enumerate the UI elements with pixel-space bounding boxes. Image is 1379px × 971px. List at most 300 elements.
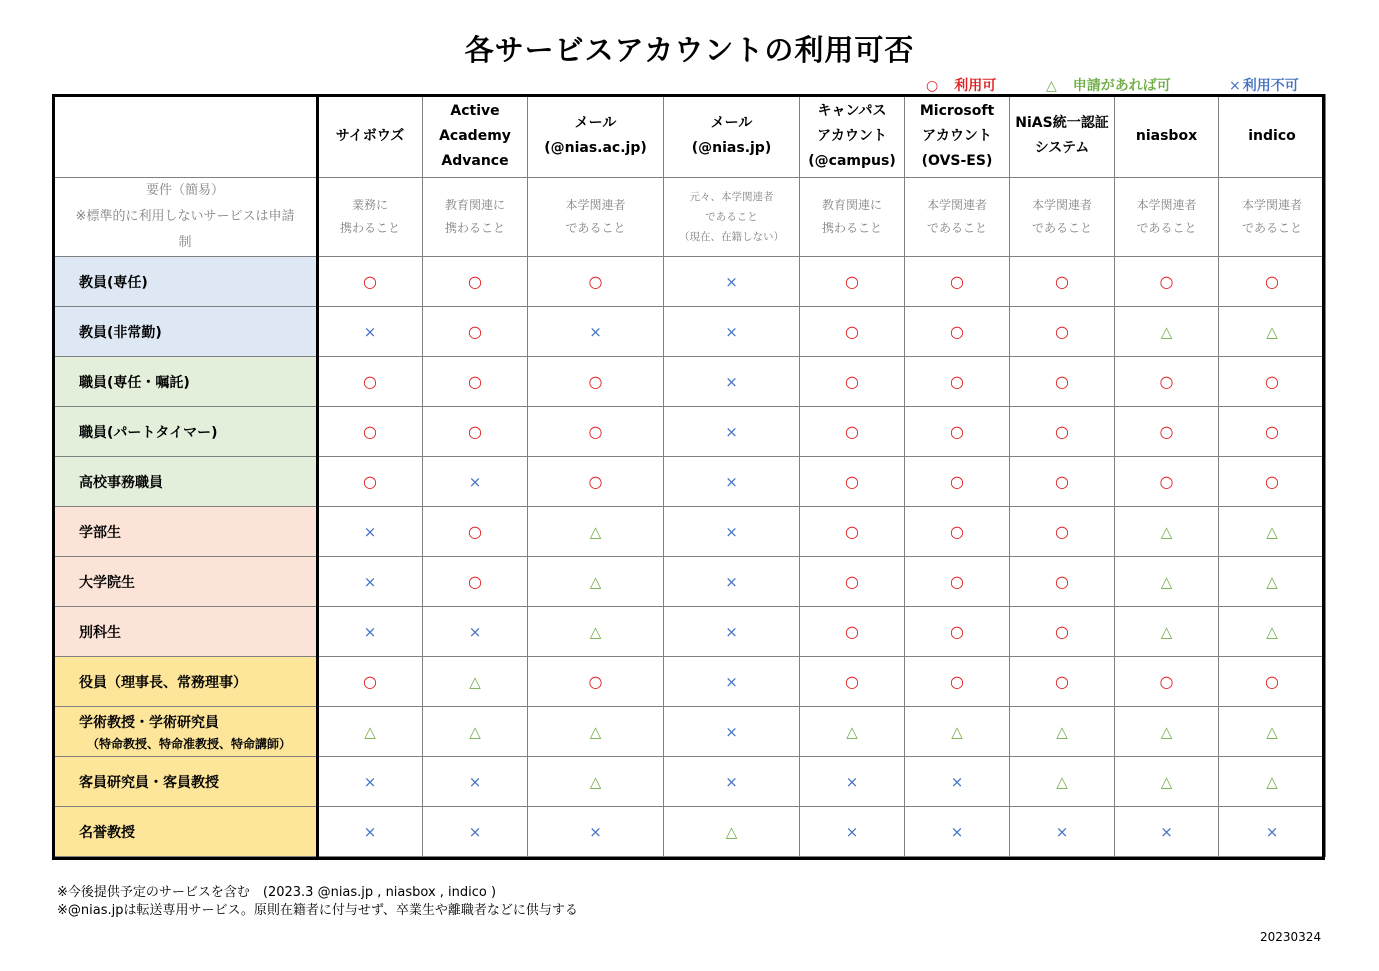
status-cell bbox=[528, 807, 664, 857]
row-label-text: 名誉教授 bbox=[79, 824, 135, 841]
cross-icon: × bbox=[589, 822, 602, 841]
text-line: システム bbox=[1034, 140, 1090, 156]
status-cell bbox=[1010, 507, 1115, 557]
cross-icon: × bbox=[589, 322, 602, 341]
status-cell bbox=[664, 407, 800, 457]
circle-icon: ○ bbox=[950, 622, 964, 641]
row-label bbox=[53, 657, 318, 707]
text-line: niasbox bbox=[1135, 127, 1198, 144]
circle-icon: ○ bbox=[1055, 372, 1069, 391]
status-cell bbox=[800, 807, 905, 857]
cross-icon: × bbox=[363, 322, 377, 341]
requirement-cell bbox=[1219, 178, 1326, 257]
circle-icon: ○ bbox=[845, 672, 859, 691]
status-cell bbox=[664, 257, 800, 307]
circle-icon: ○ bbox=[468, 372, 482, 391]
status-cell bbox=[905, 657, 1010, 707]
table-row bbox=[53, 707, 1326, 757]
status-cell bbox=[1219, 757, 1326, 807]
text-line: indico bbox=[1248, 127, 1296, 144]
requirement-cell bbox=[1115, 178, 1219, 257]
document-date: 20230324 bbox=[1260, 930, 1322, 944]
status-cell bbox=[423, 307, 528, 357]
circle-icon: ○ bbox=[845, 622, 859, 641]
status-cell bbox=[1010, 607, 1115, 657]
status-cell bbox=[528, 357, 664, 407]
circle-icon: ○ bbox=[926, 78, 939, 94]
status-cell bbox=[1010, 707, 1115, 757]
status-cell bbox=[528, 257, 664, 307]
circle-icon: ○ bbox=[363, 472, 377, 491]
legend-unavailable-label: 利用不可 bbox=[1242, 78, 1299, 94]
circle-icon: ○ bbox=[1159, 422, 1174, 441]
text-line: キャンパス bbox=[817, 102, 887, 119]
status-cell bbox=[905, 307, 1010, 357]
cross-icon: × bbox=[950, 772, 964, 791]
row-label-text: 客員研究員・客員教授 bbox=[79, 774, 219, 791]
status-cell bbox=[800, 707, 905, 757]
circle-icon: ○ bbox=[1055, 672, 1069, 691]
triangle-icon: △ bbox=[589, 722, 602, 741]
row-label bbox=[53, 557, 318, 607]
status-cell bbox=[1010, 807, 1115, 857]
circle-icon: ○ bbox=[588, 472, 603, 491]
status-cell bbox=[318, 607, 423, 657]
status-cell bbox=[1219, 607, 1326, 657]
row-label-text: 別科生 bbox=[79, 624, 121, 641]
status-cell bbox=[1010, 657, 1115, 707]
header-row bbox=[53, 95, 1326, 178]
circle-icon: ○ bbox=[1265, 672, 1279, 691]
requirement-cell bbox=[800, 178, 905, 257]
status-cell bbox=[423, 357, 528, 407]
circle-icon: ○ bbox=[588, 672, 603, 691]
cross-icon: × bbox=[845, 822, 859, 841]
requirement-cell bbox=[905, 178, 1010, 257]
triangle-icon: △ bbox=[589, 572, 602, 591]
triangle-icon: △ bbox=[1160, 322, 1173, 341]
cross-icon: × bbox=[725, 422, 738, 441]
status-cell bbox=[1115, 557, 1219, 607]
status-cell bbox=[905, 807, 1010, 857]
status-cell bbox=[1010, 757, 1115, 807]
status-cell bbox=[905, 257, 1010, 307]
circle-icon: ○ bbox=[845, 522, 859, 541]
circle-icon: ○ bbox=[468, 272, 482, 291]
text-line: (@campus) bbox=[808, 152, 896, 169]
circle-icon: ○ bbox=[363, 372, 377, 391]
triangle-icon: △ bbox=[1056, 722, 1068, 741]
cross-icon: × bbox=[363, 622, 377, 641]
cross-icon: × bbox=[363, 772, 377, 791]
status-cell bbox=[800, 657, 905, 707]
text-line: 本学関連者 bbox=[926, 198, 987, 212]
circle-icon: ○ bbox=[1265, 272, 1279, 291]
status-cell bbox=[1010, 407, 1115, 457]
circle-icon: ○ bbox=[1055, 322, 1069, 341]
legend-available bbox=[926, 75, 996, 93]
cross-icon: × bbox=[725, 472, 738, 491]
text-line: 本学関連者 bbox=[1031, 198, 1092, 212]
row-label-text: 大学院生 bbox=[79, 574, 135, 591]
circle-icon: ○ bbox=[468, 322, 482, 341]
status-cell bbox=[318, 257, 423, 307]
triangle-icon: △ bbox=[1046, 78, 1057, 94]
status-cell bbox=[1115, 707, 1219, 757]
status-cell bbox=[528, 507, 664, 557]
row-label bbox=[53, 257, 318, 307]
circle-icon: ○ bbox=[845, 422, 859, 441]
triangle-icon: △ bbox=[589, 772, 602, 791]
table-row bbox=[53, 807, 1326, 857]
text-line: メール bbox=[710, 115, 753, 131]
legend-on-request bbox=[1046, 75, 1171, 93]
footnote: ※@nias.jpは転送専用サービス。原則在籍者に付与せず、卒業生や離職者などに供与する bbox=[57, 903, 578, 918]
status-cell bbox=[1010, 557, 1115, 607]
column-header bbox=[423, 95, 528, 178]
text-line: (OVS-ES) bbox=[921, 152, 993, 169]
circle-icon: ○ bbox=[1055, 272, 1069, 291]
status-cell bbox=[1115, 257, 1219, 307]
status-cell bbox=[1219, 557, 1326, 607]
status-cell bbox=[318, 407, 423, 457]
row-label bbox=[53, 457, 318, 507]
circle-icon: ○ bbox=[845, 372, 859, 391]
column-header bbox=[1115, 95, 1219, 178]
text-line: 本学関連者 bbox=[565, 198, 626, 212]
row-label bbox=[53, 307, 318, 357]
triangle-icon: △ bbox=[1266, 772, 1278, 791]
circle-icon: ○ bbox=[845, 322, 859, 341]
circle-icon: ○ bbox=[950, 522, 964, 541]
row-label-text: 学術教授・学術研究員 bbox=[79, 714, 219, 731]
triangle-icon: △ bbox=[589, 522, 602, 541]
circle-icon: ○ bbox=[468, 422, 482, 441]
text-line: 業務に bbox=[351, 198, 388, 212]
requirement-label bbox=[53, 178, 318, 257]
text-line: であること bbox=[1031, 221, 1092, 235]
circle-icon: ○ bbox=[1159, 272, 1174, 291]
cross-icon: × bbox=[725, 522, 738, 541]
status-cell bbox=[1010, 357, 1115, 407]
status-cell bbox=[528, 457, 664, 507]
triangle-icon: △ bbox=[1266, 622, 1278, 641]
status-cell bbox=[800, 557, 905, 607]
status-cell bbox=[1219, 807, 1326, 857]
triangle-icon: △ bbox=[1160, 572, 1173, 591]
status-cell bbox=[800, 757, 905, 807]
status-cell bbox=[318, 507, 423, 557]
cross-icon: × bbox=[725, 672, 738, 691]
column-header bbox=[800, 95, 905, 178]
triangle-icon: △ bbox=[951, 722, 963, 741]
row-label bbox=[53, 807, 318, 857]
status-cell bbox=[664, 707, 800, 757]
table-row bbox=[53, 307, 1326, 357]
status-cell bbox=[800, 357, 905, 407]
status-cell bbox=[423, 807, 528, 857]
status-cell bbox=[423, 407, 528, 457]
triangle-icon: △ bbox=[1266, 322, 1278, 341]
status-cell bbox=[528, 557, 664, 607]
triangle-icon: △ bbox=[1266, 572, 1278, 591]
cross-icon: × bbox=[725, 572, 738, 591]
triangle-icon: △ bbox=[846, 722, 858, 741]
text-line: アカウント bbox=[817, 127, 887, 144]
text-line: 教育関連に bbox=[821, 198, 882, 212]
status-cell bbox=[905, 707, 1010, 757]
circle-icon: ○ bbox=[363, 672, 377, 691]
status-cell bbox=[1219, 357, 1326, 407]
text-line: Active bbox=[450, 102, 500, 119]
table-row bbox=[53, 657, 1326, 707]
circle-icon: ○ bbox=[950, 322, 964, 341]
table-row bbox=[53, 757, 1326, 807]
triangle-icon: △ bbox=[1266, 722, 1278, 741]
circle-icon: ○ bbox=[1265, 472, 1279, 491]
status-cell bbox=[1010, 257, 1115, 307]
cross-icon: × bbox=[1229, 78, 1241, 94]
status-cell bbox=[318, 707, 423, 757]
circle-icon: ○ bbox=[950, 422, 964, 441]
text-line: 本学関連者 bbox=[1241, 198, 1302, 212]
row-label bbox=[53, 707, 318, 757]
status-cell bbox=[905, 557, 1010, 607]
status-cell bbox=[664, 807, 800, 857]
cross-icon: × bbox=[845, 772, 859, 791]
status-cell bbox=[1115, 807, 1219, 857]
cross-icon: × bbox=[1265, 822, 1279, 841]
circle-icon: ○ bbox=[1055, 572, 1069, 591]
circle-icon: ○ bbox=[363, 272, 377, 291]
status-cell bbox=[1115, 457, 1219, 507]
circle-icon: ○ bbox=[950, 272, 964, 291]
status-cell bbox=[528, 607, 664, 657]
text-line: 本学関連者 bbox=[1136, 198, 1197, 212]
status-cell bbox=[800, 607, 905, 657]
status-cell bbox=[800, 457, 905, 507]
table-row bbox=[53, 457, 1326, 507]
text-line: （現在、在籍しない） bbox=[679, 231, 784, 243]
circle-icon: ○ bbox=[845, 472, 859, 491]
circle-icon: ○ bbox=[363, 422, 377, 441]
circle-icon: ○ bbox=[950, 372, 964, 391]
cross-icon: × bbox=[950, 822, 964, 841]
circle-icon: ○ bbox=[588, 272, 603, 291]
text-line: サイボウズ bbox=[335, 127, 405, 144]
status-cell bbox=[1010, 307, 1115, 357]
circle-icon: ○ bbox=[1159, 672, 1174, 691]
text-line: であること bbox=[926, 221, 987, 235]
requirement-cell bbox=[1010, 178, 1115, 257]
status-cell bbox=[1010, 457, 1115, 507]
status-cell bbox=[905, 357, 1010, 407]
column-header bbox=[1219, 95, 1326, 178]
text-line: 要件（簡易） bbox=[145, 183, 224, 198]
status-cell bbox=[423, 457, 528, 507]
status-cell bbox=[528, 707, 664, 757]
requirement-cell bbox=[318, 178, 423, 257]
cross-icon: × bbox=[363, 822, 377, 841]
row-label-text: 教員(非常勤) bbox=[79, 324, 162, 341]
status-cell bbox=[664, 357, 800, 407]
legend-available-label: 利用可 bbox=[954, 78, 997, 94]
table-row bbox=[53, 507, 1326, 557]
status-cell bbox=[800, 407, 905, 457]
row-label-text: 役員（理事長、常務理事） bbox=[79, 674, 247, 691]
page-title: 各サービスアカウントの利用可否 bbox=[464, 33, 915, 67]
requirement-cell bbox=[423, 178, 528, 257]
triangle-icon: △ bbox=[1056, 772, 1068, 791]
footnote: ※今後提供予定のサービスを含む (2023.3 @nias.jp , niasbox , indico ) bbox=[57, 885, 497, 900]
text-line: 元々、本学関連者 bbox=[689, 191, 774, 203]
legend-on-request-label: 申請があれば可 bbox=[1072, 78, 1171, 94]
row-label bbox=[53, 607, 318, 657]
status-cell bbox=[423, 557, 528, 607]
column-header bbox=[664, 95, 800, 178]
status-cell bbox=[318, 557, 423, 607]
status-cell bbox=[1219, 407, 1326, 457]
text-line: 教育関連に bbox=[444, 198, 505, 212]
cross-icon: × bbox=[468, 772, 482, 791]
status-cell bbox=[800, 507, 905, 557]
text-line: アカウント bbox=[922, 127, 992, 144]
status-cell bbox=[1219, 507, 1326, 557]
row-label-subtext: （特命教授、特命准教授、特命講師） bbox=[87, 736, 292, 751]
status-cell bbox=[1115, 607, 1219, 657]
circle-icon: ○ bbox=[1265, 422, 1279, 441]
status-cell bbox=[423, 607, 528, 657]
status-cell bbox=[423, 757, 528, 807]
requirement-cell bbox=[664, 178, 800, 257]
status-cell bbox=[664, 457, 800, 507]
cross-icon: × bbox=[1160, 822, 1173, 841]
status-cell bbox=[1115, 307, 1219, 357]
status-cell bbox=[664, 657, 800, 707]
cross-icon: × bbox=[468, 622, 482, 641]
status-cell bbox=[1115, 657, 1219, 707]
status-cell bbox=[905, 407, 1010, 457]
table-row bbox=[53, 257, 1326, 307]
row-label-text: 職員(パートタイマー) bbox=[79, 424, 218, 441]
text-line: Advance bbox=[441, 152, 509, 169]
triangle-icon: △ bbox=[1160, 622, 1173, 641]
status-cell bbox=[1219, 707, 1326, 757]
status-cell bbox=[318, 657, 423, 707]
row-label-text: 職員(専任・嘱託) bbox=[79, 374, 190, 391]
status-cell bbox=[664, 757, 800, 807]
circle-icon: ○ bbox=[1265, 372, 1279, 391]
availability-table bbox=[52, 94, 1326, 857]
text-line: (@nias.ac.jp) bbox=[544, 140, 647, 156]
triangle-icon: △ bbox=[469, 672, 481, 691]
cross-icon: × bbox=[725, 772, 738, 791]
cross-icon: × bbox=[725, 622, 738, 641]
status-cell bbox=[905, 607, 1010, 657]
circle-icon: ○ bbox=[468, 522, 482, 541]
status-cell bbox=[1115, 757, 1219, 807]
row-label bbox=[53, 507, 318, 557]
status-cell bbox=[318, 357, 423, 407]
cross-icon: × bbox=[725, 322, 738, 341]
cross-icon: × bbox=[725, 722, 738, 741]
table-row bbox=[53, 557, 1326, 607]
text-line: 携わること bbox=[821, 221, 882, 235]
cross-icon: × bbox=[363, 572, 377, 591]
requirement-row bbox=[53, 178, 1326, 257]
status-cell bbox=[1219, 307, 1326, 357]
status-cell bbox=[528, 757, 664, 807]
cross-icon: × bbox=[468, 822, 482, 841]
triangle-icon: △ bbox=[725, 822, 738, 841]
cross-icon: × bbox=[1055, 822, 1069, 841]
status-cell bbox=[528, 657, 664, 707]
status-cell bbox=[423, 507, 528, 557]
corner-cell bbox=[53, 95, 318, 178]
text-line: ※標準的に利用しないサービスは申請 bbox=[75, 209, 295, 224]
triangle-icon: △ bbox=[364, 722, 376, 741]
circle-icon: ○ bbox=[950, 472, 964, 491]
status-cell bbox=[1219, 257, 1326, 307]
row-label-text: 学部生 bbox=[79, 524, 121, 541]
text-line: であること bbox=[1241, 221, 1302, 235]
status-cell bbox=[800, 307, 905, 357]
circle-icon: ○ bbox=[588, 422, 603, 441]
row-label bbox=[53, 407, 318, 457]
triangle-icon: △ bbox=[1266, 522, 1278, 541]
status-cell bbox=[318, 757, 423, 807]
triangle-icon: △ bbox=[1160, 522, 1173, 541]
column-header bbox=[528, 95, 664, 178]
status-cell bbox=[905, 507, 1010, 557]
cross-icon: × bbox=[363, 522, 377, 541]
text-line: 制 bbox=[178, 235, 192, 250]
table-row bbox=[53, 357, 1326, 407]
row-label-text: 教員(専任) bbox=[79, 274, 148, 291]
circle-icon: ○ bbox=[950, 572, 964, 591]
text-line: であること bbox=[705, 211, 758, 223]
status-cell bbox=[423, 657, 528, 707]
row-label bbox=[53, 357, 318, 407]
status-cell bbox=[423, 707, 528, 757]
triangle-icon: △ bbox=[589, 622, 602, 641]
circle-icon: ○ bbox=[950, 672, 964, 691]
status-cell bbox=[318, 307, 423, 357]
circle-icon: ○ bbox=[1055, 522, 1069, 541]
status-cell bbox=[664, 607, 800, 657]
status-cell bbox=[528, 307, 664, 357]
text-line: であること bbox=[565, 221, 626, 235]
triangle-icon: △ bbox=[1160, 722, 1173, 741]
text-line: NiAS統一認証 bbox=[1015, 115, 1109, 131]
requirement-cell bbox=[528, 178, 664, 257]
status-cell bbox=[664, 307, 800, 357]
text-line: (@nias.jp) bbox=[691, 140, 772, 156]
triangle-icon: △ bbox=[1160, 772, 1173, 791]
status-cell bbox=[664, 557, 800, 607]
cross-icon: × bbox=[725, 272, 738, 291]
status-cell bbox=[528, 407, 664, 457]
status-cell bbox=[664, 507, 800, 557]
status-cell bbox=[1115, 407, 1219, 457]
status-cell bbox=[1219, 657, 1326, 707]
circle-icon: ○ bbox=[845, 272, 859, 291]
cross-icon: × bbox=[468, 472, 482, 491]
status-cell bbox=[800, 257, 905, 307]
status-cell bbox=[1219, 457, 1326, 507]
text-line: Academy bbox=[439, 127, 511, 144]
status-cell bbox=[905, 757, 1010, 807]
